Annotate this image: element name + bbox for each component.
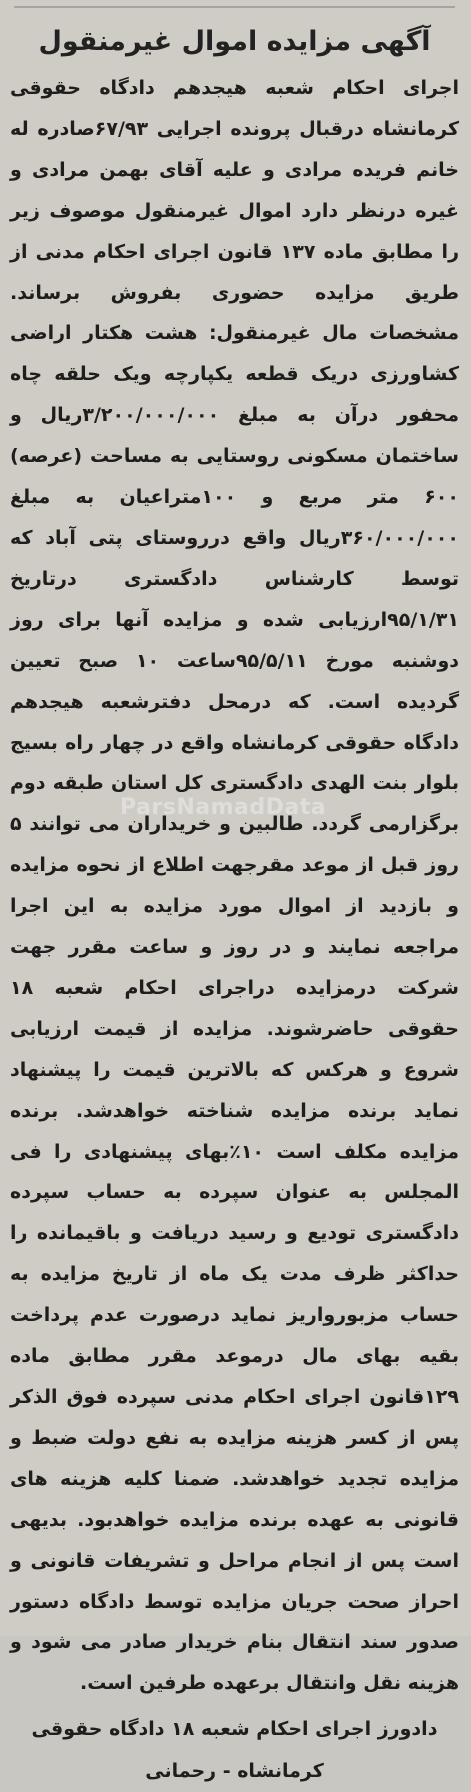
notice-body: اجرای احکام شعبه هیجدهم دادگاه حقوقی کرمانشاه درقبال پرونده اجرایی ۶۷/۹۳صادره له خانم فریده مرادی و علیه آقای بهمن مرادی و غیره درنظر دارد اموال غیرمنقول موصوف زیر را مطابق ماده ۱۳۷ قانون اجرای احکام مدنی از طریق مزایده حضوری بفروش برساند. مشخصات مال غیرمنقول: هشت هکتار اراضی کشاورزی دریک قطعه یکپارچه ویک حلقه چاه محفور درآن به مبلغ ۳/۲۰۰/۰۰۰/۰۰۰ریال و ساختمان مسکونی روستایی به مساحت (عرصه) ۶۰۰ متر مربع و ۱۰۰متراعیان به مبلغ ۳۶۰/۰۰۰/۰۰۰ریال واقع درروستای پتی آباد که توسط کارشناس دادگستری درتاریخ ۹۵/۱/۳۱ارزیابی شده و مزایده آنها برای روز دوشنبه مورخ ۹۵/۵/۱۱ساعت ۱۰ صبح تعیین گردیده است. که درمحل دفترشعبه هیجدهم دادگاه حقوقی کرمانشاه واقع در چهار راه بسیج بلوار بنت الهدی دادگستری کل استان طبقه دوم برگزارمی گردد. طالبین و خریداران می توانند ۵ روز قبل از موعد مقرجهت اطلاع از نحوه مزایده و بازدید از اموال مورد مزایده به این اجرا مراجعه نمایند و در روز و ساعت مقرر جهت شرکت درمزایده دراجرای احکام شعبه ۱۸ حقوقی حاضرشوند. مزایده از قیمت ارزیابی شروع و هرکس که بالاترین قیمت را پیشنهاد نماید برنده مزایده شناخته خواهدشد. برنده مزایده مکلف است ۱۰٪بهای پیشنهادی را فی المجلس به عنوان سپرده به حساب سپرده دادگستری تودیع و رسید دریافت و باقیمانده را حداکثر ظرف مدت یک ماه از تاریخ مزایده به حساب مزبورواریز نماید درصورت عدم پرداخت بقیه بهای مال درموعد مقرر مطابق ماده ۱۲۹قانون اجرای احکام مدنی سپرده فوق الذکر پس از کسر هزینه مزایده به نفع دولت ضبط و مزایده تجدید خواهدشد. ضمنا کلیه هزینه های قانونی به عهده برنده مزایده خواهدبود. بدیهی است پس از انجام مراحل و تشریفات قانونی و احراز صحت جریان مزایده توسط دادگاه دستور صدور سند انتقال بنام خریدار صادر می شود و هزینه نقل وانتقال برعهده طرفین است. (10, 77, 460, 1695)
notice-title: آگهی مزایده اموال غیرمنقول (38, 26, 431, 57)
watermark: ParsNamadData (120, 795, 327, 820)
top-divider (14, 6, 455, 18)
signature-block (10, 1708, 459, 1792)
signature-line-2: کرمانشاه - رحمانی (145, 1760, 324, 1783)
signature-line-1: دادورز اجرای احکام شعبه ۱۸ دادگاه حقوقی (31, 1718, 438, 1741)
